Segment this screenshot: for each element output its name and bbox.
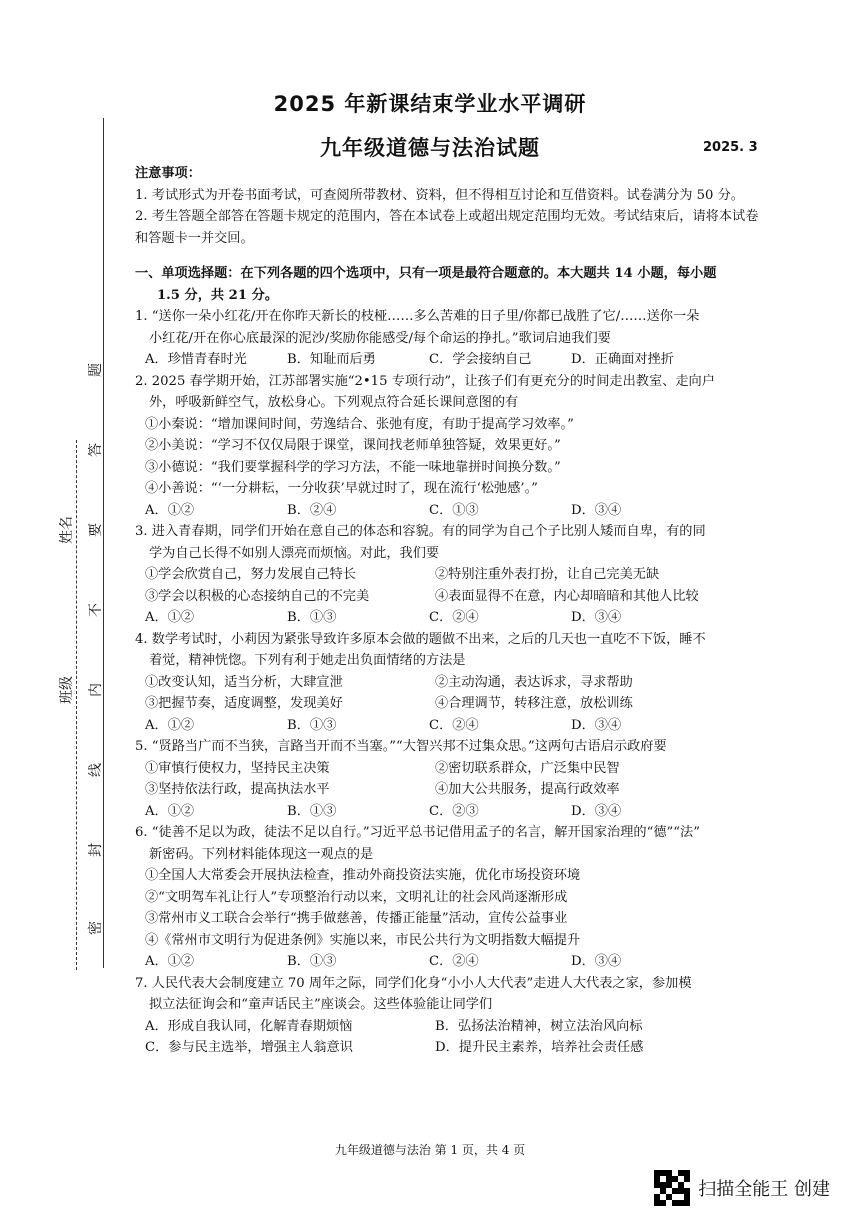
q3-statement-1: ①学会欣赏自己，努力发展自己特长 [145, 567, 356, 582]
q2-stem-cont: 外，呼吸新鲜空气，放松身心。下列观点符合延长课间意图的有 [149, 395, 519, 410]
q4-option-b[interactable]: B．①③ [287, 717, 337, 733]
exam-content [135, 163, 763, 1059]
q5-options [135, 801, 763, 823]
q3-statement-3: ③学会以积极的心态接纳自己的不完美 [145, 588, 370, 604]
q4-option-a[interactable]: A．①② [145, 717, 195, 733]
q6-statement-1: ①全国人大常委会开展执法检查，推动外商投资法实施，优化市场投资环境 [145, 868, 581, 883]
q7-stem: 7. 人民代表大会制度建立 70 周年之际，同学们化身“小小人大代表”走进人大代表之家，参加模 [135, 975, 692, 991]
q6-statement-4: ④《常州市文明行为促进条例》实施以来，市民公共行为文明指数大幅提升 [145, 932, 581, 948]
q1-option-b[interactable]: B．知耻而后勇 [287, 352, 376, 367]
q5-option-c[interactable]: C．②③ [429, 803, 479, 819]
seal-char-7: 答 [88, 443, 104, 457]
q3-option-b[interactable]: B．①③ [287, 610, 337, 625]
q2-statement-2: ②小美说：“学习不仅仅局限于课堂，课间找老师单独答疑，效果更好。” [145, 438, 561, 453]
binding-line-inner [76, 440, 77, 970]
q5-option-d[interactable]: D．③④ [571, 803, 622, 819]
q2-option-a[interactable]: A．①② [145, 502, 195, 518]
q1-stem: 1. “送你一朵小红花/开在你昨天新长的枝桠……多么苦难的日子里/你都已战胜了它/……送你一朵 [135, 309, 700, 324]
q5-statement-4: ④加大公共服务，提高行政效率 [435, 782, 620, 797]
notice-item-1: 1. 考试形式为开卷书面考试，可查阅所带教材、资料，但不得相互讨论和互借资料。试卷满分为 50 分。 [135, 187, 744, 203]
q3-option-a[interactable]: A．①② [145, 610, 195, 625]
q3-statement-4: ④表面显得不在意，内心却暗暗和其他人比较 [435, 588, 699, 604]
q7-option-a[interactable]: A．形成自我认同，化解青春期烦恼 [145, 1018, 353, 1034]
seal-char-1: 密 [88, 921, 104, 935]
q6-stem-cont: 新密码。下列材料能体现这一观点的是 [149, 846, 374, 862]
q4-option-c[interactable]: C．②④ [429, 717, 479, 733]
q5-statement-1: ①审慎行使权力，坚持民主决策 [145, 760, 330, 776]
q5-option-b[interactable]: B．①③ [287, 803, 337, 819]
seal-char-8: 题 [88, 363, 104, 377]
q5-option-a[interactable]: A．①② [145, 803, 195, 819]
q2-option-d[interactable]: D．③④ [571, 502, 622, 518]
section-heading-cont: 1.5 分，共 21 分。 [157, 287, 279, 303]
q2-options [135, 500, 763, 522]
scanner-watermark [654, 1170, 830, 1206]
seal-char-2: 封 [88, 843, 104, 857]
q7-options-row2 [135, 1037, 763, 1059]
q6-option-c[interactable]: C．②④ [429, 954, 479, 969]
q4-statement-4: ④合理调节，转移注意，放松训练 [435, 696, 633, 711]
q5-stem: 5. “贤路当广而不当狭，言路当开而不当塞。”“大智兴邦不过集众思。”这两句古语启示政府要 [135, 739, 667, 754]
section-heading: 一、单项选择题：在下列各题的四个选项中，只有一项是最符合题意的。本大题共 14 小题，每小题 [135, 266, 717, 281]
q5-statement-2: ②密切联系群众，广泛集中民智 [435, 760, 620, 776]
q1-option-d[interactable]: D．正确面对挫折 [571, 352, 674, 367]
q7-options-row1 [135, 1016, 763, 1038]
q2-statement-3: ③小德说：“我们要掌握科学的学习方法，不能一味地靠拼时间换分数。” [145, 459, 561, 475]
q3-stem-cont: 学为自己长得不如别人漂亮而烦恼。对此，我们要 [149, 545, 440, 561]
q3-options [135, 607, 763, 629]
q4-stem-cont: 着觉，精神恍惚。下列有利于她走出负面情绪的方法是 [149, 653, 466, 668]
q7-option-b[interactable]: B．弘扬法治精神，树立法治风向标 [435, 1018, 643, 1034]
q6-statement-2: ②“文明驾车礼让行人”专项整治行动以来，文明礼让的社会风尚逐渐形成 [145, 889, 568, 905]
q5-statement-3: ③坚持依法行政，提高执法水平 [145, 782, 330, 797]
q6-option-d[interactable]: D．③④ [571, 954, 622, 969]
class-label: 班级 [59, 676, 75, 704]
q3-statement-2: ②特别注重外表打扮，让自己完美无缺 [435, 567, 660, 582]
q7-option-c[interactable]: C．参与民主选举，增强主人翁意识 [145, 1040, 353, 1055]
notice-heading: 注意事项： [135, 166, 201, 181]
page-footer: 九年级道德与法治 第 1 页，共 4 页 [334, 1143, 526, 1157]
exam-date: 2025. 3 [703, 140, 758, 155]
seal-char-3: 线 [88, 763, 104, 777]
q1-option-a[interactable]: A．珍惜青春时光 [145, 352, 247, 367]
q6-statement-3: ③常州市义工联合会举行“携手做慈善，传播正能量”活动，宣传公益事业 [145, 911, 568, 926]
q4-statements-row2 [135, 693, 763, 715]
q3-option-c[interactable]: C．②④ [429, 610, 479, 625]
q5-statements-row2 [135, 779, 763, 801]
q6-options [135, 951, 763, 973]
seal-char-4: 内 [88, 683, 104, 697]
notice-item-2: 2. 考生答题全部答在答题卡规定的范围内，答在本试卷上或超出规定范围均无效。考试结束后，请将本试卷和答题卡一并交回。 [135, 209, 759, 246]
seal-char-5: 不 [88, 603, 104, 617]
q3-statements-row1 [135, 564, 763, 586]
q5-statements-row1 [135, 758, 763, 780]
q6-option-b[interactable]: B．①③ [287, 954, 337, 969]
q6-stem: 6. “徒善不足以为政，徒法不足以自行。”习近平总书记借用孟子的名言，解开国家治理的“德”“法” [135, 825, 700, 840]
q2-option-b[interactable]: B．②④ [287, 502, 337, 518]
qr-code-icon [654, 1170, 690, 1206]
q7-option-d[interactable]: D．提升民主素养，培养社会责任感 [435, 1040, 644, 1055]
q4-statement-3: ③把握节奏，适度调整，发现美好 [145, 696, 343, 711]
q7-stem-cont: 拟立法征询会和“童声话民主”座谈会。这些体验能让同学们 [149, 997, 493, 1012]
q2-option-c[interactable]: C．①③ [429, 502, 479, 518]
binding-line-outer [103, 118, 104, 968]
q6-option-a[interactable]: A．①② [145, 954, 195, 969]
q1-options [135, 349, 763, 371]
q4-statement-2: ②主动沟通，表达诉求，寻求帮助 [435, 674, 633, 690]
q4-statement-1: ①改变认知，适当分析，大肆宣泄 [145, 674, 343, 690]
q4-option-d[interactable]: D．③④ [571, 717, 622, 733]
q2-stem: 2. 2025 春学期开始，江苏部署实施“2•15 专项行动”，让孩子们有更充分的时间走出教室、走向户 [135, 373, 715, 389]
q4-options [135, 715, 763, 737]
watermark-text: 扫描全能王 创建 [698, 1179, 830, 1200]
q3-option-d[interactable]: D．③④ [571, 610, 622, 625]
q3-stem: 3. 进入青春期，同学们开始在意自己的体态和容貌。有的同学为自己个子比别人矮而自卑，有的同 [135, 524, 706, 539]
q2-statement-1: ①小秦说：“增加课间时间，劳逸结合、张弛有度，有助于提高学习效率。” [145, 416, 574, 432]
q4-statements-row1 [135, 672, 763, 694]
q3-statements-row2 [135, 586, 763, 608]
exam-title: 2025 年新课结束学业水平调研 [273, 92, 587, 116]
q2-statement-4: ④小善说：“‘一分耕耘，一分收获’早就过时了，现在流行‘松弛感’。” [145, 481, 538, 496]
q4-stem: 4. 数学考试时，小莉因为紧张导致许多原本会做的题做不出来，之后的几天也一直吃不下饭，睡不 [135, 631, 706, 647]
name-label: 姓名 [59, 516, 75, 544]
q1-option-c[interactable]: C．学会接纳自己 [429, 352, 532, 367]
exam-subtitle: 九年级道德与法治试题 [320, 136, 540, 160]
seal-char-6: 要 [88, 523, 104, 537]
q1-stem-cont: 小红花/开在你心底最深的泥沙/奖励你能感受/每个命运的挣扎。”歌词启迪我们要 [149, 330, 611, 346]
